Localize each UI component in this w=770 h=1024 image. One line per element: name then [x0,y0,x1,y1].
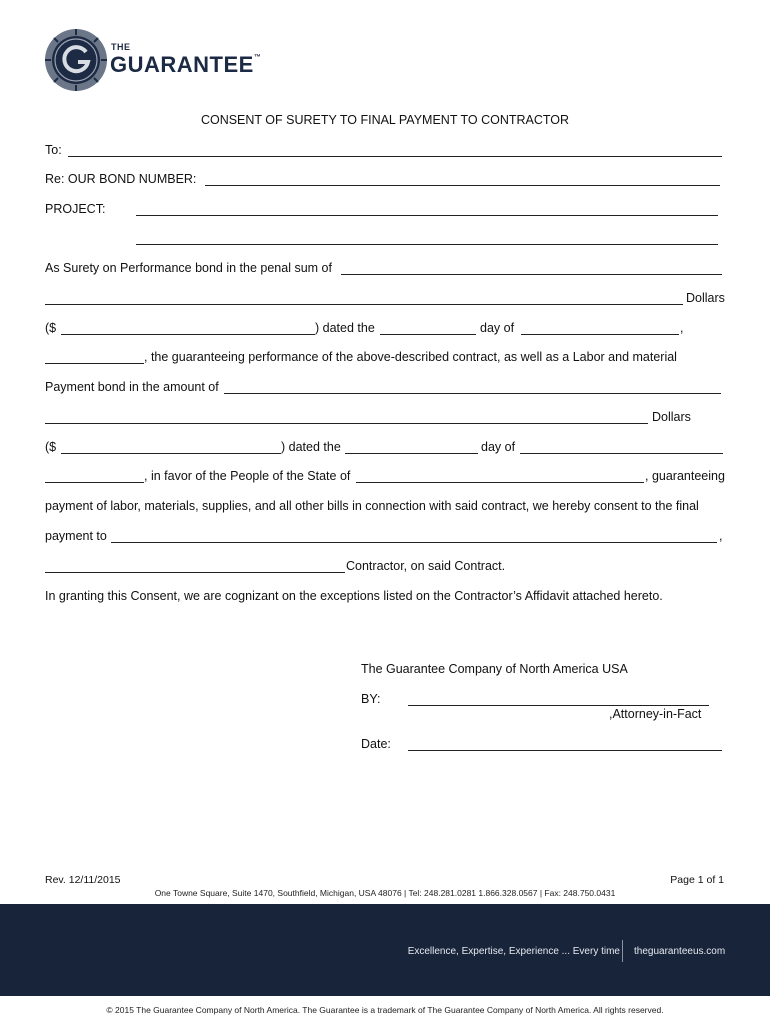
to-line [45,142,725,158]
year-field-1[interactable] [45,363,144,364]
to-field[interactable] [68,156,722,157]
contractor-field[interactable] [45,572,345,573]
guarantee-seal-icon [44,28,108,92]
year-field-2[interactable] [45,482,144,483]
payment-to-label: payment to [45,529,107,543]
signature-company: The Guarantee Company of North America USA [361,662,628,676]
in-favor-line [45,468,725,484]
dollars-label-1: Dollars [686,291,725,305]
signature-date-line [45,736,725,752]
day-of-1: day of [480,321,515,335]
dated-the-1: ) dated the [315,321,375,335]
dollars-line-1 [45,290,725,306]
amount-field-2[interactable] [61,453,281,454]
revision-date: Rev. 12/11/2015 [45,874,121,886]
signature-company-line [45,661,725,677]
payment-bond-label: Payment bond in the amount of [45,380,219,394]
payment-to-field[interactable] [111,542,717,543]
penal-sum-field[interactable] [341,274,722,275]
surety-text: As Surety on Performance bond in the penal sum of [45,261,332,275]
attorney-in-fact-label: ,Attorney-in-Fact [609,707,702,721]
contractor-line [45,558,725,574]
website-link[interactable]: theguaranteeus.com [634,946,726,957]
date-label: Date: [361,737,391,751]
comma-1: , [680,321,684,335]
project-line-2 [45,230,725,246]
day-field-1[interactable] [380,334,476,335]
performance-line [45,349,725,365]
project-field[interactable] [136,215,718,216]
document-title: CONSENT OF SURETY TO FINAL PAYMENT TO CONTRACTOR [200,113,570,127]
dated-the-2: ) dated the [281,440,341,454]
payment-bond-amount-field[interactable] [224,393,721,394]
signature-by-line [45,691,725,707]
by-label: BY: [361,692,381,706]
month-field-1[interactable] [521,334,679,335]
comma-2: , [719,529,723,543]
payment-bond-line [45,379,725,395]
attorney-line [45,706,725,722]
granting-line [45,588,725,604]
to-label: To: [45,143,62,157]
guaranteeing-text: , guaranteeing [645,469,725,483]
dollars-label-2: Dollars [652,410,691,424]
payment-text: payment of labor, materials, supplies, and all other bills in connection with said contract, we hereby consent to the final [45,499,699,513]
payment-to-line [45,528,725,544]
dollars-line-2 [45,409,725,425]
payment-text-line [45,498,725,514]
amount-line-2 [45,439,725,455]
copyright-notice: © 2015 The Guarantee Company of North America. The Guarantee is a trademark of The Guarantee Company of North America. All rights reserved. [106,1005,664,1015]
bond-line [45,171,725,187]
amount-line-1 [45,320,725,336]
in-favor-text: , in favor of the People of the State of [144,469,351,483]
project-line [45,201,725,217]
guaranteeing-performance-text: , the guaranteeing performance of the above-described contract, as well as a Labor and material [144,350,677,364]
day-of-2: day of [481,440,516,454]
contractor-text: Contractor, on said Contract. [346,559,506,573]
penal-sum-words-field[interactable] [45,304,683,305]
company-logo [44,28,262,92]
bond-number-label: Re: OUR BOND NUMBER: [45,172,197,186]
page-number: Page 1 of 1 [670,874,724,886]
tagline: Excellence, Expertise, Experience ... Every time [407,946,620,957]
month-field-2[interactable] [520,453,723,454]
amount-open-1: ($ [45,321,57,335]
amount-open-2: ($ [45,440,57,454]
amount-field-1[interactable] [61,334,315,335]
day-field-2[interactable] [345,453,478,454]
project-label: PROJECT: [45,202,106,216]
company-address: One Towne Square, Suite 1470, Southfield, Michigan, USA 48076 | Tel: 248.281.0281 1.866.328.0567 | Fax: 248.750.0431 [154,888,616,898]
payment-bond-words-field[interactable] [45,423,648,424]
footer-band [0,904,770,996]
surety-line [45,260,725,276]
logo-name: GUARANTEE™ [110,52,262,77]
band-divider [622,940,623,962]
state-field[interactable] [356,482,644,483]
granting-text: In granting this Consent, we are cognizant on the exceptions listed on the Contractor’s Affidavit attached hereto. [45,589,663,603]
bond-number-field[interactable] [205,185,720,186]
date-field[interactable] [408,750,722,751]
project-field-2[interactable] [136,244,718,245]
logo-the: THE [111,42,131,52]
